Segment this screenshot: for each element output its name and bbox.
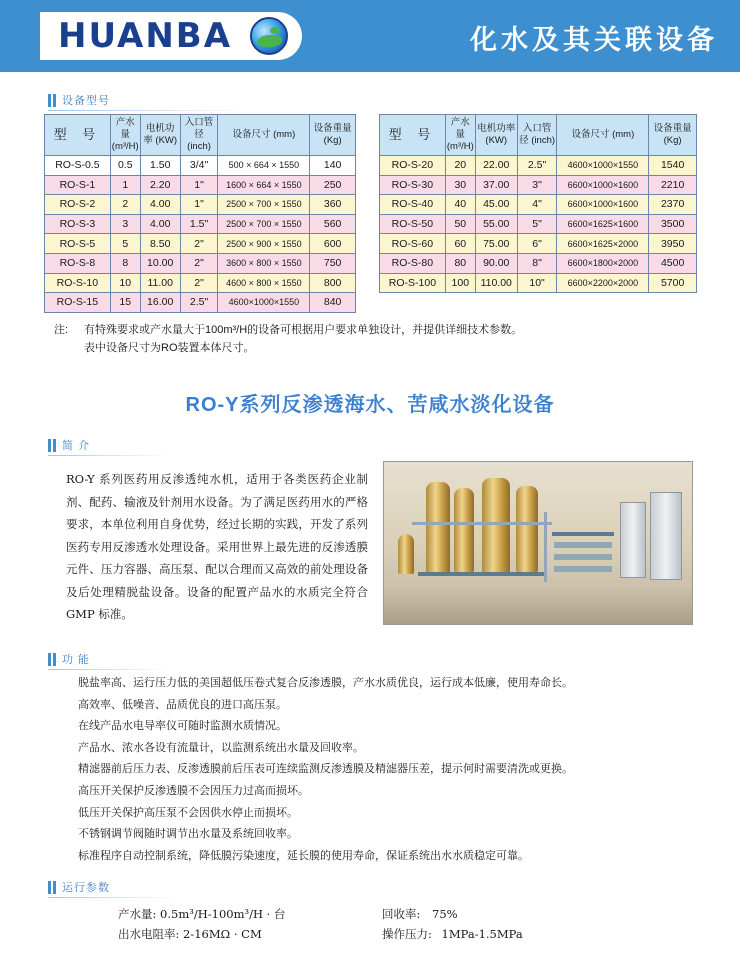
feature-item: 产品水、浓水各设有流量计，以监测系统出水量及回收率。 [78,740,364,754]
table-row [380,156,697,176]
table-cell: RO-S-0.5 [45,156,111,176]
table-cell: 1" [180,175,218,195]
table-cell: 2500 × 900 × 1550 [218,234,310,254]
table-cell: 3" [517,175,557,195]
table-cell: 45.00 [475,195,517,215]
table-cell: 2" [180,234,218,254]
table-cell: RO-S-20 [380,156,446,176]
brand-logo [40,12,302,60]
intro-section-label: 简 介 [48,437,90,453]
feature-item: 脱盐率高、运行压力低的美国超低压卷式复合反渗透膜，产水水质优良，运行成本低廉，使用寿命长。 [78,676,573,689]
table-cell: 560 [310,214,356,234]
table-cell: RO-S-60 [380,234,446,254]
table-cell: RO-S-80 [380,253,446,273]
table-cell: 140 [310,156,356,176]
table-row [380,253,697,273]
param-recovery-value: 75% [432,907,458,921]
table-cell: 3/4" [180,156,218,176]
feature-item: 高效率、低噪音、品质优良的进口高压泵。 [78,697,287,711]
table-cell: 90.00 [475,253,517,273]
table-cell: 6600×1625×1600 [557,214,649,234]
table-cell: 11.00 [140,273,180,293]
table-cell: RO-S-5 [45,234,111,254]
table-cell: 75.00 [475,234,517,254]
table-cell: 40 [445,195,475,215]
table-row [45,156,356,176]
table-row [380,175,697,195]
col-inlet: 入口管径 (inch) [517,115,557,156]
col-power: 电机功率 (KW) [140,115,180,156]
feature-item: 精滤器前后压力表、反渗透膜前后压表可连续监测反渗透膜及精滤器压差，提示何时需要清洗或更换。 [78,762,573,776]
table-cell: 800 [310,273,356,293]
param-resistivity-value: 2-16MΩ · CM [183,927,262,941]
feature-item: 低压开关保护高压泵不会因供水停止而损坏。 [78,805,298,819]
table-cell: RO-S-2 [45,195,111,215]
table-cell: 2370 [649,195,697,215]
section-marker-icon [48,653,56,666]
param-flow-value: 0.5m³/H-100m³/H · 台 [160,907,286,921]
table-cell: 840 [310,293,356,313]
table-cell: 4.00 [140,195,180,215]
table-cell: 6600×1800×2000 [557,253,649,273]
table-cell: 2.20 [140,175,180,195]
table-cell: 8.50 [140,234,180,254]
table-cell: 1" [180,195,218,215]
col-weight: 设备重量 (Kg) [310,115,356,156]
feature-item: 在线产品水电导率仪可随时监测水质情况。 [78,719,287,733]
table-cell: RO-S-100 [380,273,446,293]
table-cell: 80 [445,253,475,273]
header-bar [0,0,740,72]
table-row [45,293,356,313]
table-cell: 10.00 [140,253,180,273]
col-weight: 设备重量 (Kg) [649,115,697,156]
table-cell: 4600×1000×1550 [557,156,649,176]
table-cell: 3 [110,214,140,234]
table-cell: 4600 × 800 × 1550 [218,273,310,293]
table-row [45,214,356,234]
section-marker-icon [48,439,56,452]
table-cell: 6600×2200×2000 [557,273,649,293]
main-title: RO-Y系列反渗透海水、苦咸水淡化设备 [185,394,555,416]
feature-list [78,672,573,866]
globe-icon [250,17,288,55]
table-row [380,234,697,254]
table-cell: 20 [445,156,475,176]
note-line-2: 表中设备尺寸为RO装置本体尺寸。 [84,342,255,354]
table-cell: 0.5 [110,156,140,176]
table-cell: 2" [180,253,218,273]
param-recovery [382,906,458,922]
table-cell: 8" [517,253,557,273]
table-cell: RO-S-15 [45,293,111,313]
table-cell: 360 [310,195,356,215]
table-row [45,234,356,254]
note-line-1: 有特殊要求或产水量大于100m³/H的设备可根据用户要求单独设计，并提供详细技术参数。 [84,324,523,336]
table-cell: 2.5" [180,293,218,313]
col-flow: 产水量 (m³/H) [110,115,140,156]
table-cell: 37.00 [475,175,517,195]
table-cell: 1.50 [140,156,180,176]
table-cell: 6600×1625×2000 [557,234,649,254]
params-section-label: 运行参数 [48,879,110,895]
table-cell: 6600×1000×1600 [557,195,649,215]
table-cell: 250 [310,175,356,195]
table-cell: 5700 [649,273,697,293]
table-cell: 10" [517,273,557,293]
table-cell: 8 [110,253,140,273]
table-cell: RO-S-10 [45,273,111,293]
spec-section-label: 设备型号 [48,92,110,108]
feature-item: 高压开关保护反渗透膜不会因压力过高而损坏。 [78,783,309,797]
feature-item: 标准程序自动控制系统，降低膜污染速度，延长膜的使用寿命，保证系统出水水质稳定可靠。 [78,848,529,862]
col-size: 设备尺寸 (mm) [557,115,649,156]
table-cell: RO-S-3 [45,214,111,234]
table-cell: 4.00 [140,214,180,234]
col-power: 电机功率 (KW) [475,115,517,156]
param-flow [118,906,285,922]
table-cell: 60 [445,234,475,254]
header-title: 化水及其关联设备 [470,25,718,55]
table-cell: 55.00 [475,214,517,234]
features-section-label: 功 能 [48,651,90,667]
param-pressure [382,926,523,942]
equipment-photo [383,461,693,625]
feature-item: 不锈钢调节阀随时调节出水量及系统回收率。 [78,827,298,841]
col-model: 型 号 [45,115,111,156]
section-marker-icon [48,94,56,107]
table-cell: 3950 [649,234,697,254]
table-cell: 2.5" [517,156,557,176]
table-cell: 1.5" [180,214,218,234]
table-row [45,175,356,195]
intro-text: RO-Y 系列医药用反渗透纯水机，适用于各类医药企业制剂、配药、输液及针剂用水设备。为了满足医药用水的严格要求，本单位利用自身优势，经过长期的实践，开发了系列医药专用反渗透水处理设备。采用世界上最先进的反渗透膜元件、压力容器、高压泵、配以合理而又高效的前处理设备及后处理精脱盐设备。设备的配置产品水的水质完全符合GMP 标准。 [66,472,368,621]
table-cell: 100 [445,273,475,293]
table-cell: 4500 [649,253,697,273]
col-flow: 产水量 (m³/H) [445,115,475,156]
table-cell: 2500 × 700 × 1550 [218,214,310,234]
table-cell: 6600×1000×1600 [557,175,649,195]
table-cell: 2" [180,273,218,293]
col-inlet: 入口管径 (inch) [180,115,218,156]
table-cell: 10 [110,273,140,293]
table-cell: RO-S-1 [45,175,111,195]
section-marker-icon [48,881,56,894]
brand-name: HUANBA [58,16,233,56]
note-prefix: 注: [54,324,69,336]
table-row [380,214,697,234]
param-recovery-label: 回收率: [382,907,421,921]
table-cell: 1 [110,175,140,195]
col-model: 型 号 [380,115,446,156]
table-cell: 50 [445,214,475,234]
table-cell: 4600×1000×1550 [218,293,310,313]
param-flow-label: 产水量: [118,907,157,921]
table-cell: 1600 × 664 × 1550 [218,175,310,195]
table-cell: 3600 × 800 × 1550 [218,253,310,273]
table-cell: 750 [310,253,356,273]
param-resistivity [118,926,262,942]
param-resistivity-label: 出水电阻率: [118,927,180,941]
table-cell: RO-S-40 [380,195,446,215]
table-cell: 500 × 664 × 1550 [218,156,310,176]
spec-table-left [44,114,356,313]
table-cell: 30 [445,175,475,195]
table-row [45,195,356,215]
table-cell: 3500 [649,214,697,234]
table-cell: 16.00 [140,293,180,313]
col-size: 设备尺寸 (mm) [218,115,310,156]
table-row [380,273,697,293]
table-row [45,273,356,293]
table-cell: 2210 [649,175,697,195]
spec-note [54,321,522,357]
param-pressure-label: 操作压力: [382,927,432,941]
table-cell: 5 [110,234,140,254]
table-cell: 5" [517,214,557,234]
spec-table-right [379,114,697,293]
table-row [45,253,356,273]
table-row [380,195,697,215]
table-cell: 2500 × 700 × 1550 [218,195,310,215]
table-cell: 15 [110,293,140,313]
table-cell: 4" [517,195,557,215]
table-cell: 1540 [649,156,697,176]
table-cell: RO-S-50 [380,214,446,234]
table-cell: 6" [517,234,557,254]
table-cell: RO-S-30 [380,175,446,195]
param-pressure-value: 1MPa-1.5MPa [441,927,523,941]
table-cell: RO-S-8 [45,253,111,273]
table-cell: 22.00 [475,156,517,176]
table-cell: 2 [110,195,140,215]
table-cell: 110.00 [475,273,517,293]
table-cell: 600 [310,234,356,254]
